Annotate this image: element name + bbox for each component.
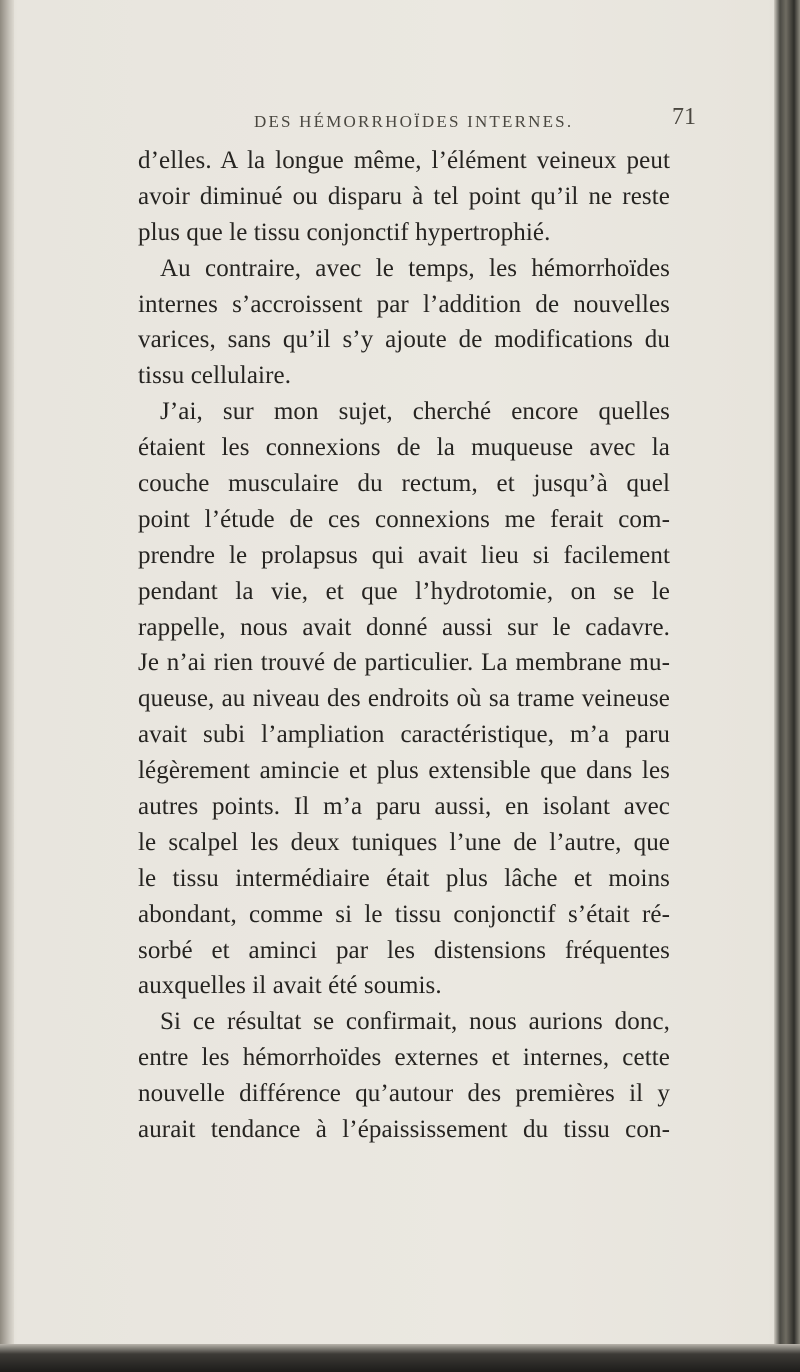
text-line: d’elles. A la longue même, l’élément veineux peut [138,147,670,174]
text-line: tissu cellulaire. [138,362,292,390]
text-line: avoir diminué ou disparu à tel point qu’il ne reste [138,182,670,210]
page-bottom-edge-shadow [0,1344,800,1372]
text-line: plus que le tissu conjonctif hypertrophié. [138,218,551,246]
running-title: DES HÉMORRHOÏDES INTERNES. [254,112,574,131]
text-line: Au contraire, avec le temps, les hémorrhoïdes [160,254,670,282]
text-line: Je n’ai rien trouvé de particulier. La membrane mu- [138,649,670,677]
text-line: étaient les connexions de la muqueuse avec la [138,434,670,462]
text-line: point l’étude de ces connexions me ferait com- [138,505,670,533]
text-line: prendre le prolapsus qui avait lieu si facilement [138,541,670,569]
book-spine-edge [774,0,800,1372]
text-line: entre les hémorrhoïdes externes et internes, cette [138,1044,670,1072]
text-line: queuse, au niveau des endroits où sa trame veineuse [138,685,670,713]
text-line: Si ce résultat se confirmait, nous aurions donc, [160,1008,670,1036]
text-line: rappelle, nous avait donné aussi sur le cadavre. [138,613,670,641]
text-line: abondant, comme si le tissu conjonctif s’était ré- [138,900,670,928]
text-line: nouvelle différence qu’autour des premières il y [138,1080,670,1108]
text-line: couche musculaire du rectum, et jusqu’à quel [138,470,670,498]
text-line: J’ai, sur mon sujet, cherché encore quelles [160,398,670,426]
text-line: pendant la vie, et que l’hydrotomie, on se le [138,577,670,605]
text-line: varices, sans qu’il s’y ajoute de modifications du [138,326,670,354]
page-header [0,92,800,132]
text-line: autres points. Il m’a paru aussi, en isolant avec [138,793,670,821]
text-line: le tissu intermédiaire était plus lâche et moins [138,864,670,892]
text-line: avait subi l’ampliation caractéristique, m’a paru [138,721,670,749]
page-left-edge-shadow [0,0,14,1372]
text-line: internes s’accroissent par l’addition de nouvelles [138,290,670,318]
text-line: légèrement amincie et plus extensible que dans les [138,757,670,785]
text-line: auxquelles il avait été soumis. [138,972,442,1000]
text-line: sorbé et aminci par les distensions fréquentes [138,936,670,964]
text-line: le scalpel les deux tuniques l’une de l’autre, que [138,828,670,856]
page-number: 71 [672,104,696,130]
body-text [138,143,670,1148]
text-line: aurait tendance à l’épaississement du tissu con- [138,1116,670,1144]
